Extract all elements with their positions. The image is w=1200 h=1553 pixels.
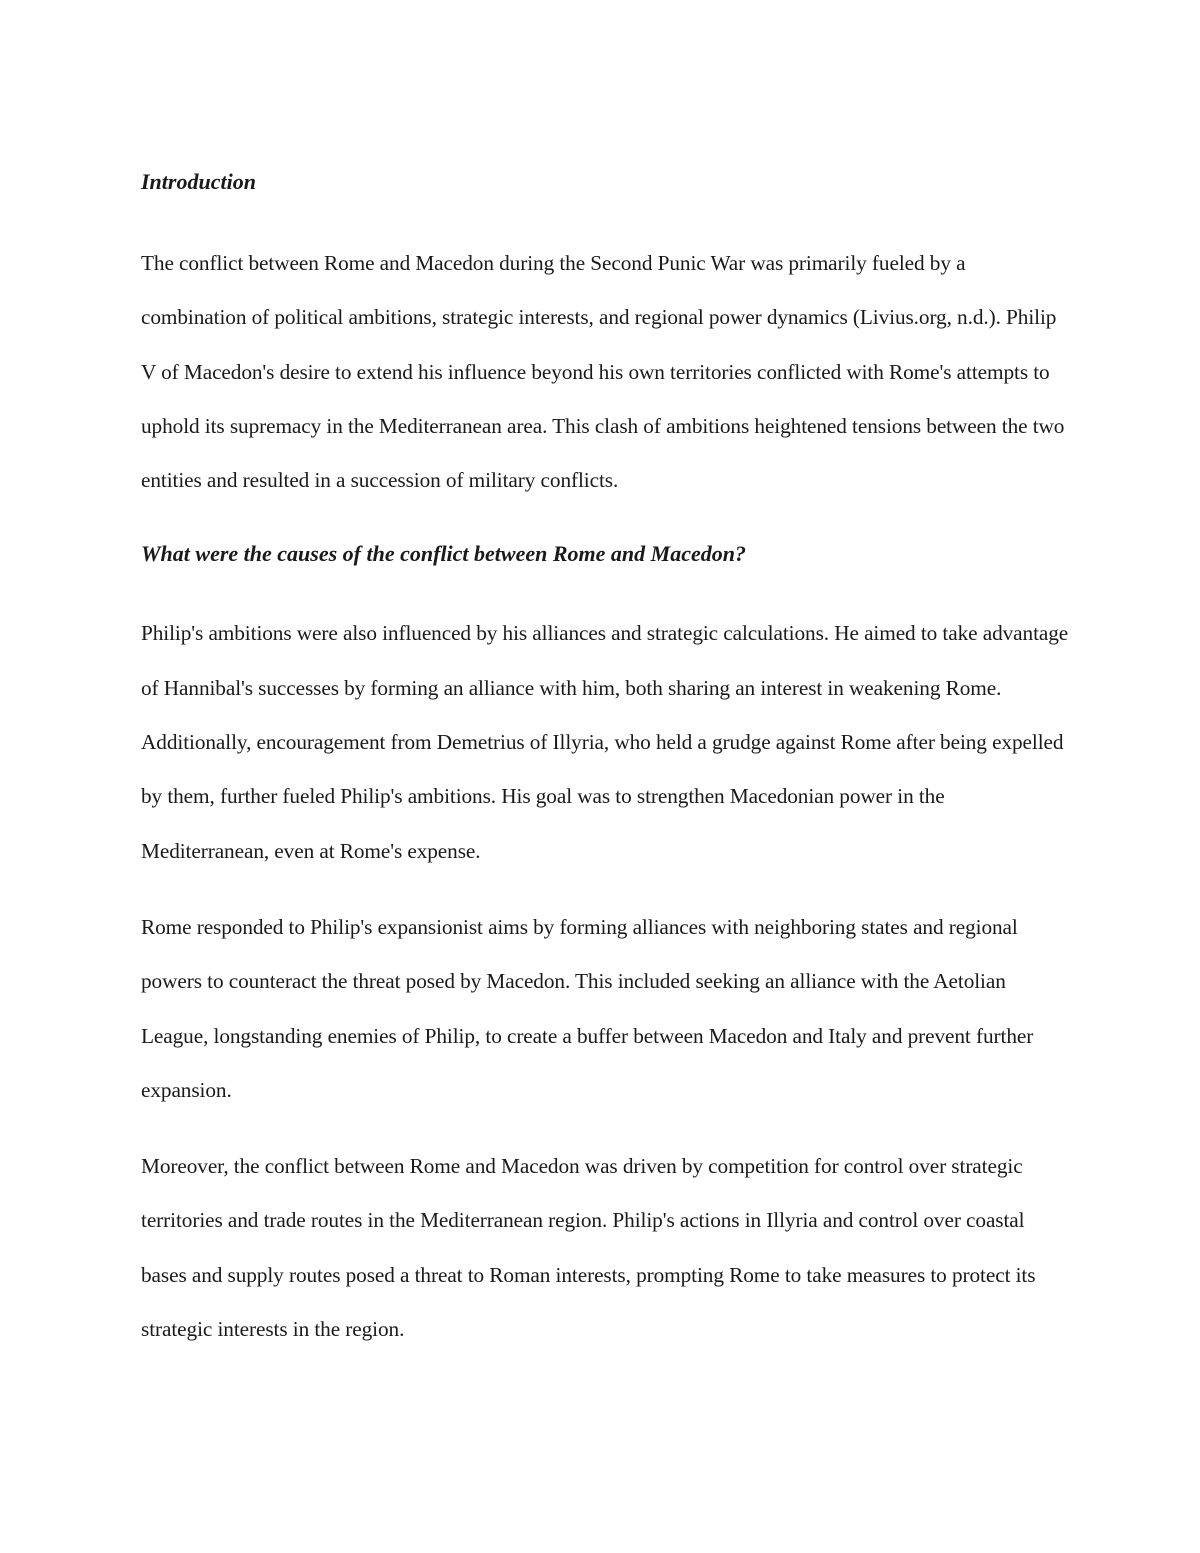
causes-paragraph-rome-response: Rome responded to Philip's expansionist aims by forming alliances with neighboring states and regional powers to counteract the threat posed by Macedon. This included seeking an alliance with the Aetolian League, longstanding enemies of Philip, to create a buffer between Macedon and Italy and prevent further expansion.	[141, 914, 1034, 1102]
introduction-paragraph: The conflict between Rome and Macedon during the Second Punic War was primarily fueled by a combination of political ambitions, strategic interests, and regional power dynamics (Livius.org, n.d.). Philip V of Macedon's desire to extend his influence beyond his own territories conflicted with Rome's attempts to uphold its supremacy in the Mediterranean area. This clash of ambitions heightened tensions between the two entities and resulted in a succession of military conflicts.	[141, 251, 1065, 493]
introduction-heading: Introduction	[141, 169, 256, 194]
causes-paragraph-philip-ambitions: Philip's ambitions were also influenced by his alliances and strategic calculations. He aimed to take advantage of Hannibal's successes by forming an alliance with him, both sharing an interest in weakening Rome. Additionally, encouragement from Demetrius of Illyria, who held a grudge against Rome after being expelled by them, further fueled Philip's ambitions. His goal was to strengthen Macedonian power in the Mediterranean, even at Rome's expense.	[141, 621, 1069, 863]
document-body	[141, 163, 1071, 1356]
causes-heading: What were the causes of the conflict between Rome and Macedon?	[141, 541, 746, 567]
causes-paragraph-competition: Moreover, the conflict between Rome and Macedon was driven by competition for control over strategic territories and trade routes in the Mediterranean region. Philip's actions in Illyria and control over coastal bases and supply routes posed a threat to Roman interests, prompting Rome to take measures to protect its strategic interests in the region.	[141, 1154, 1036, 1342]
